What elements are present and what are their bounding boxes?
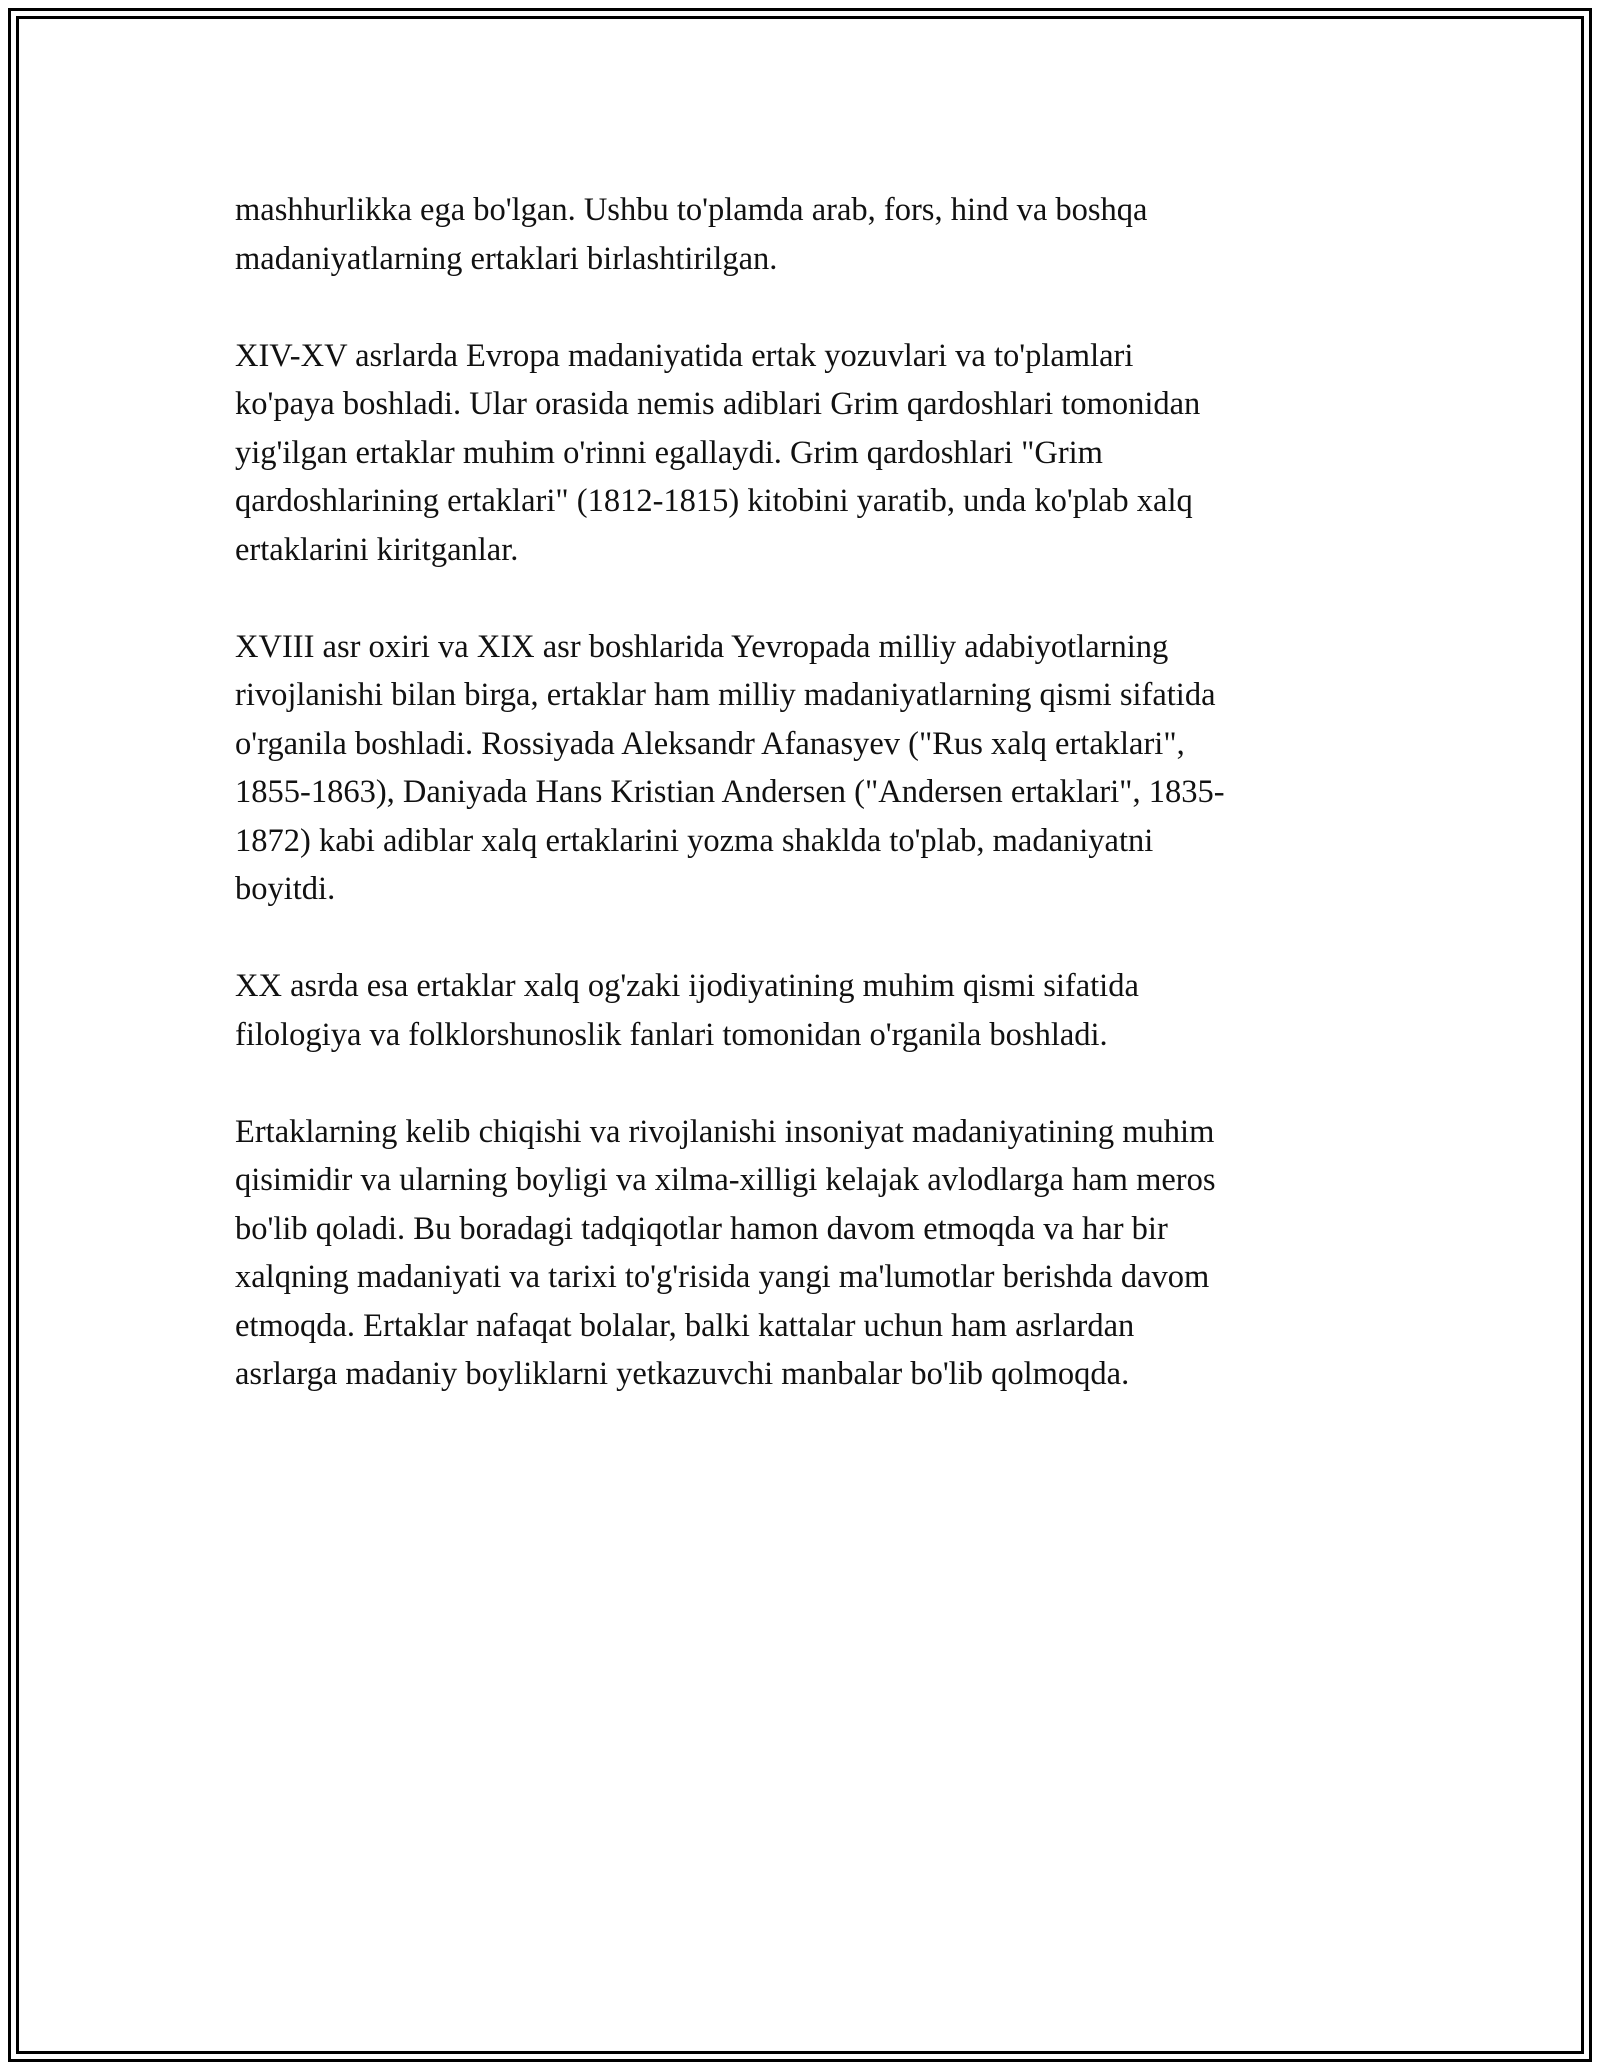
paragraph	[235, 1108, 1375, 1399]
text-line: xalqning madaniyati va tarixi to'g'risida yangi ma'lumotlar berishda davom	[235, 1259, 1210, 1295]
text-line: yig'ilgan ertaklar muhim o'rinni egallaydi. Grim qardoshlari "Grim	[235, 434, 1103, 471]
text-line: madaniyatlarning ertaklari birlashtirilgan.	[235, 240, 778, 277]
text-line: etmoqda. Ertaklar nafaqat bolalar, balki kattalar uchun ham asrlardan	[235, 1307, 1135, 1344]
text-line: 1855-1863), Daniyada Hans Kristian Andersen ("Andersen ertaklari", 1835-	[235, 774, 1225, 810]
document-body	[235, 186, 1375, 1447]
text-line: bo'lib qoladi. Bu boradagi tadqiqotlar hamon davom etmoqda va har bir	[235, 1210, 1168, 1247]
text-line: mashhurlikka ega bo'lgan. Ushbu to'plamda arab, fors, hind va boshqa	[235, 192, 1148, 228]
paragraph	[235, 623, 1375, 914]
text-line: filologiya va folklorshunoslik fanlari tomonidan o'rganila boshladi.	[235, 1016, 1108, 1053]
text-line: o'rganila boshladi. Rossiyada Aleksandr Afanasyev ("Rus xalq ertaklari",	[235, 725, 1185, 762]
text-line: Ertaklarning kelib chiqishi va rivojlanishi insoniyat madaniyatining muhim	[235, 1113, 1215, 1150]
text-line: XIV-XV asrlarda Evropa madaniyatida ertak yozuvlari va to'plamlari	[235, 337, 1134, 374]
text-line: ko'paya boshladi. Ular orasida nemis adiblari Grim qardoshlari tomonidan	[235, 386, 1201, 422]
text-line: rivojlanishi bilan birga, ertaklar ham milliy madaniyatlarning qismi sifatida	[235, 677, 1216, 713]
text-line: asrlarga madaniy boyliklarni yetkazuvchi manbalar bo'lib qolmoqda.	[235, 1356, 1130, 1392]
text-line: XVIII asr oxiri va XIX asr boshlarida Yevropada milliy adabiyotlarning	[235, 628, 1169, 665]
text-line: XX asrda esa ertaklar xalq og'zaki ijodiyatining muhim qismi sifatida	[235, 968, 1139, 1004]
paragraph	[235, 962, 1375, 1059]
text-line: boyitdi.	[235, 871, 336, 907]
text-line: qardoshlarining ertaklari" (1812-1815) kitobini yaratib, unda ko'plab xalq	[235, 483, 1193, 519]
text-line: qisimidir va ularning boyligi va xilma-xilligi kelajak avlodlarga ham meros	[235, 1162, 1216, 1198]
paragraph	[235, 332, 1375, 575]
paragraph	[235, 186, 1375, 283]
text-line: 1872) kabi adiblar xalq ertaklarini yozma shaklda to'plab, madaniyatni	[235, 822, 1154, 859]
text-line: ertaklarini kiritganlar.	[235, 531, 519, 568]
